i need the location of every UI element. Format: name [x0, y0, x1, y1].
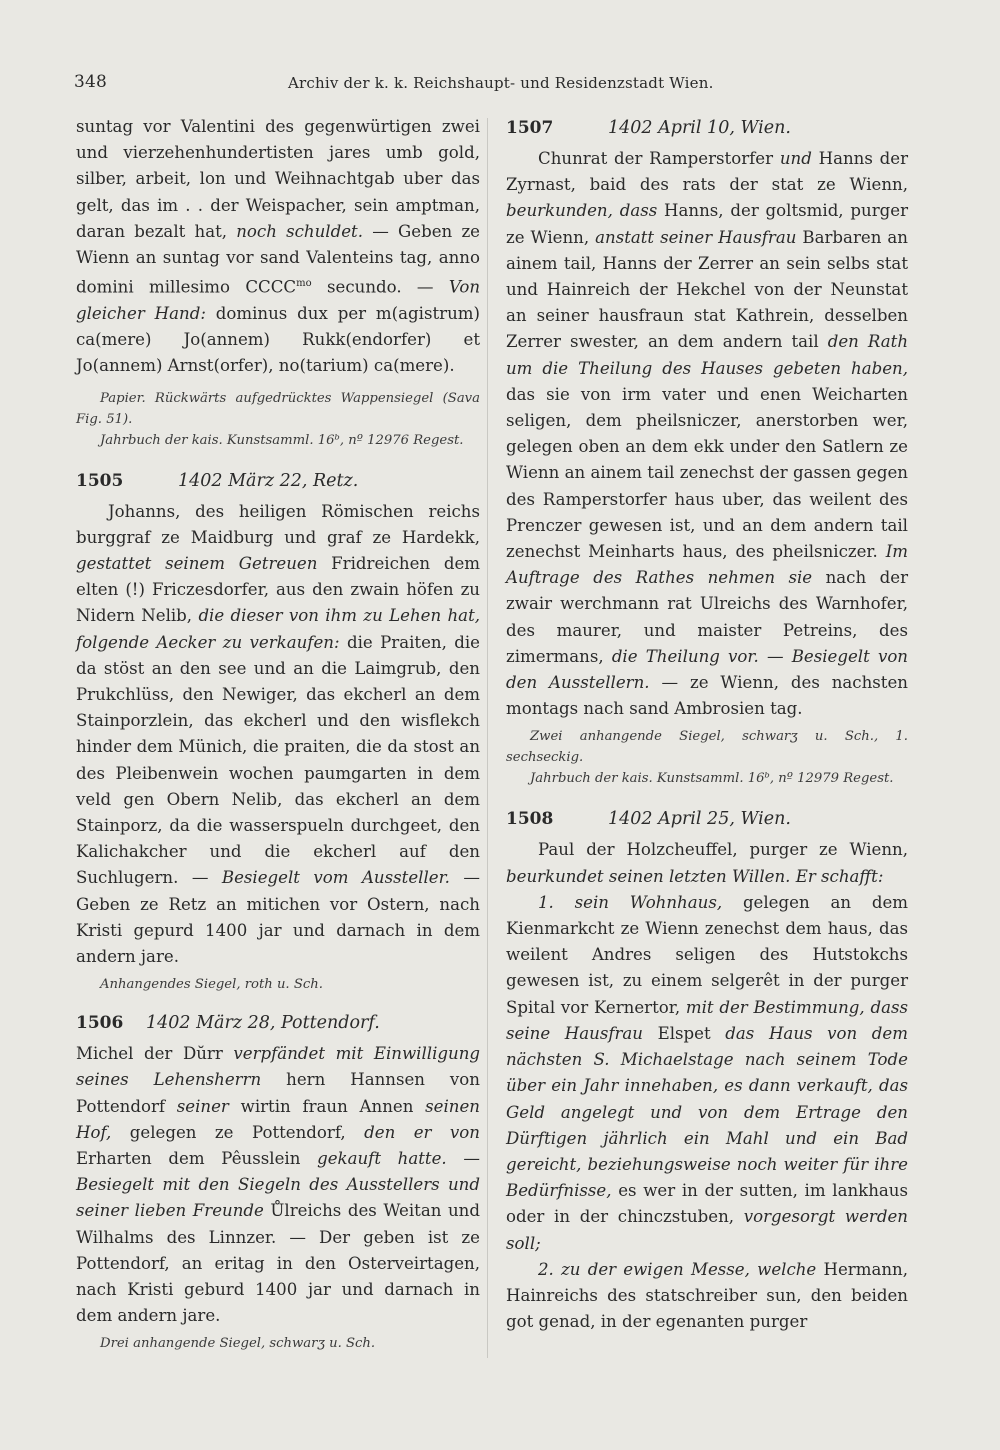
text-run: — Geben ze Wienn an suntag vor sand Valenteins tag, anno domini millesimo CCCC: [76, 221, 481, 297]
entry-number: 1507: [506, 118, 554, 138]
italic-run: verpfändet mit Einwilligung seines Lehensherrn: [76, 1044, 481, 1090]
italic-run: 1. sein Wohnhaus,: [538, 892, 723, 912]
text-run: Chunrat der Ramperstorfer: [538, 149, 774, 168]
text-run: Michel der Dŭrr: [76, 1044, 223, 1064]
seal-note: Zwei anhangende Siegel, schwarʒ u. Sch., 1. sechseckig.: [506, 729, 908, 766]
italic-run: 2. zu der ewigen Messe, welche: [538, 1259, 817, 1279]
entry-heading-1508: [506, 805, 908, 833]
entry-heading-1507: [506, 114, 908, 142]
bequest-item-2: [506, 1257, 908, 1336]
text-run: suntag vor Valentini des gegenwürtigen zwei und vierzehenhundertisten jares umb gold, silber, arbeit, lon und Weihnachtgab uber das gelt, das im . . der Weispacher, sein amptman, daran bezalt hat,: [76, 117, 480, 241]
entry-heading-1506: [76, 1009, 480, 1037]
entry-number: 1506: [76, 1013, 124, 1034]
italic-run: die Theilung vor. — Besiegelt von den Ausstellern.: [506, 646, 908, 693]
italic-run: beurkunden, dass: [506, 201, 658, 221]
entry-date: 1402 April 25, Wien.: [608, 809, 791, 830]
source-note: Jahrbuch der kais. Kunstsamml. 16ᵇ, nº 12979 Regest.: [530, 771, 894, 787]
italic-run: den Rath um die Theilung des Hauses gebeten haben,: [506, 332, 909, 378]
continuation-paragraph: [76, 114, 480, 380]
source-note: Papier. Rückwärts aufgedrücktes Wappensiegel (Sava Fig. 51).: [76, 390, 480, 427]
italic-run: vorgesorgt werden soll;: [506, 1207, 908, 1253]
italic-run: noch schuldet.: [236, 221, 363, 241]
text-run: hern Hannsen von Pottendorf: [76, 1070, 480, 1116]
italic-run: mit der Bestimmung, dass seine Hausfrau: [506, 997, 908, 1043]
italic-run: und: [779, 149, 812, 168]
text-run: das sie von irm vater und enen Weicharten seligen, dem pheilsniczer, anerstorben wer, gelegen oben an dem ekk under den Satlern ze Wienn an ainem tail zenechst der gassen gegen des Ramperstorfer haus uber, das weilent des Prenczer gewesen ist, und an dem andern tail zenechst Meinharts haus, des pheilsniczer.: [506, 384, 908, 562]
entry-text-1506: [76, 1041, 480, 1329]
entry-date: 1402 April 10, Wien.: [608, 118, 791, 138]
source-note: Jahrbuch der kais. Kunstsamml. 16ᵇ, nº 12976 Regest.: [100, 432, 464, 448]
text-run: Fridreichen dem elten (!) Friczesdorfer, aus den zwain höfen zu Nidern Nelib,: [76, 553, 480, 626]
italic-run: Von gleicher Hand:: [76, 277, 481, 323]
entry-text-1505: [76, 499, 480, 971]
text-run: die Praiten, die da stöst an den see und an die Laimgrub, den Prukchlüss, den Newiger, das ekcherl an dem Stainporzlein, das ekcherl und den wisflekch hinder dem Münich, die praiten, die da stost an des Pleibenwein wochen paumgarten in dem veld gen Obern Nelib, das ekcherl an dem Stainporz, da die wasserspueln durchgeet, den Kalichakcher und die ekcherl auf den Suchlugern. —: [76, 632, 480, 888]
italic-run: die dieser von ihm zu Lehen hat, folgende Aecker zu verkaufen:: [76, 606, 481, 652]
italic-run: gestattet seinem Getreuen: [76, 553, 318, 573]
text-run: secundo. —: [327, 277, 434, 297]
italic-run: anstatt seiner Hausfrau: [595, 227, 797, 247]
text-run: Erharten dem Pêusslein: [76, 1149, 301, 1169]
text-run: Johanns, des heiligen Römischen reichs burggraf ze Maidburg und graf ze Hardekk,: [76, 501, 480, 547]
text-run: dominus dux per m(agistrum) ca(mere) Jo(annem) Rukk(endorfer) et Jo(annem) Arnst(orfer), no(tarium) ca(mere).: [76, 303, 480, 376]
seal-note: Anhangendes Siegel, roth u. Sch.: [100, 977, 323, 993]
text-run: Barbaren an ainem tail, Hanns der Zerrer an sein selbs stat und Hainreich der Hekchel von der Neunstat an seiner hausfraun stat Kathrein, desselben Zerrer swester, an dem andern tail: [506, 227, 908, 352]
column-divider: [487, 118, 488, 1358]
text-run: gelegen ze Pottendorf,: [129, 1122, 346, 1142]
page-number: 348: [74, 72, 108, 92]
italic-run: den er von: [364, 1122, 480, 1142]
text-run: Hermann, Hainreichs des statschreiber sun, den beiden got genad, in der egenanten purger: [506, 1259, 908, 1332]
italic-run: Im Auftrage des Rathes nehmen sie: [506, 542, 908, 588]
right-column: [506, 114, 908, 1335]
text-run: Elspet: [657, 1023, 711, 1043]
entry-heading-1505: [76, 467, 480, 495]
text-run: gelegen an dem Kienmarkcht ze Wienn zenechst dem haus, das weilent Andres seligen des Hutstokchs gewesen ist, zu einem selgerêt in der purger Spital vor Kernertor,: [506, 892, 908, 1017]
text-run: — ze Wienn, des nachsten montags nach sand Ambrosien tag.: [506, 673, 908, 719]
text-run: nach der zwair werchmann rat Ulreichs des Warnhofer, des maurer, und maister Petreins, des zimermans,: [506, 568, 908, 666]
italic-run: das Haus von dem nächsten S. Michaelstage nach seinem Tode über ein Jahr innehaben, es dann verkauft, das Geld angelegt und von dem Ertrage den Dürftigen jährlich ein Mahl und ein Bad gereicht, beziehungsweise noch weiter für ihre Bedürfnisse,: [506, 1023, 908, 1201]
text-run: Hanns der Zyrnast, baid des rats der stat ze Wienn,: [506, 149, 909, 195]
italic-run: beurkundet seinen letzten Willen. Er schafft:: [506, 866, 884, 886]
left-column: [76, 114, 480, 1354]
italic-run: Besiegelt vom Aussteller.: [221, 868, 450, 888]
entry-date: 1402 März 22, Retz.: [178, 470, 359, 491]
text-run: wirtin fraun Annen: [240, 1096, 414, 1116]
text-run: es wer in der sutten, im lankhaus oder in der chinczstuben,: [506, 1181, 908, 1227]
italic-run: seinen Hof,: [76, 1096, 480, 1142]
seal-note: Drei anhangende Siegel, schwarʒ u. Sch.: [100, 1336, 376, 1352]
entry-number: 1508: [506, 809, 554, 830]
text-run: Hanns, der goltsmid, purger ze Wienn,: [506, 201, 908, 247]
italic-run: seiner: [176, 1096, 229, 1116]
superscript: mo: [296, 278, 312, 290]
entry-text-1507: [506, 146, 908, 722]
entry-date: 1402 März 28, Pottendorf.: [146, 1013, 380, 1034]
text-run: — Geben ze Retz an mitichen vor Ostern, nach Kristi gepurd 1400 jar und darnach in dem andern jare.: [76, 868, 481, 967]
text-run: Paul der Holzcheuffel, purger ze Wienn,: [538, 840, 908, 860]
running-title: Archiv der k. k. Reichshaupt- und Residenzstadt Wien.: [288, 74, 714, 92]
entry-text-1508: [506, 837, 908, 889]
italic-run: gekauft hatte. — Besiegelt mit den Siegeln des Ausstellers und seiner lieben Freunde: [76, 1149, 480, 1221]
text-run: Ůlreichs des Weitan und Wilhalms des Linnzer. — Der geben ist ze Pottendorf, an eritag in den Osterveirtagen, nach Kristi geburd 1400 jar und darnach in dem andern jare.: [76, 1201, 480, 1326]
entry-number: 1505: [76, 470, 124, 491]
bequest-item-1: [506, 890, 908, 1257]
